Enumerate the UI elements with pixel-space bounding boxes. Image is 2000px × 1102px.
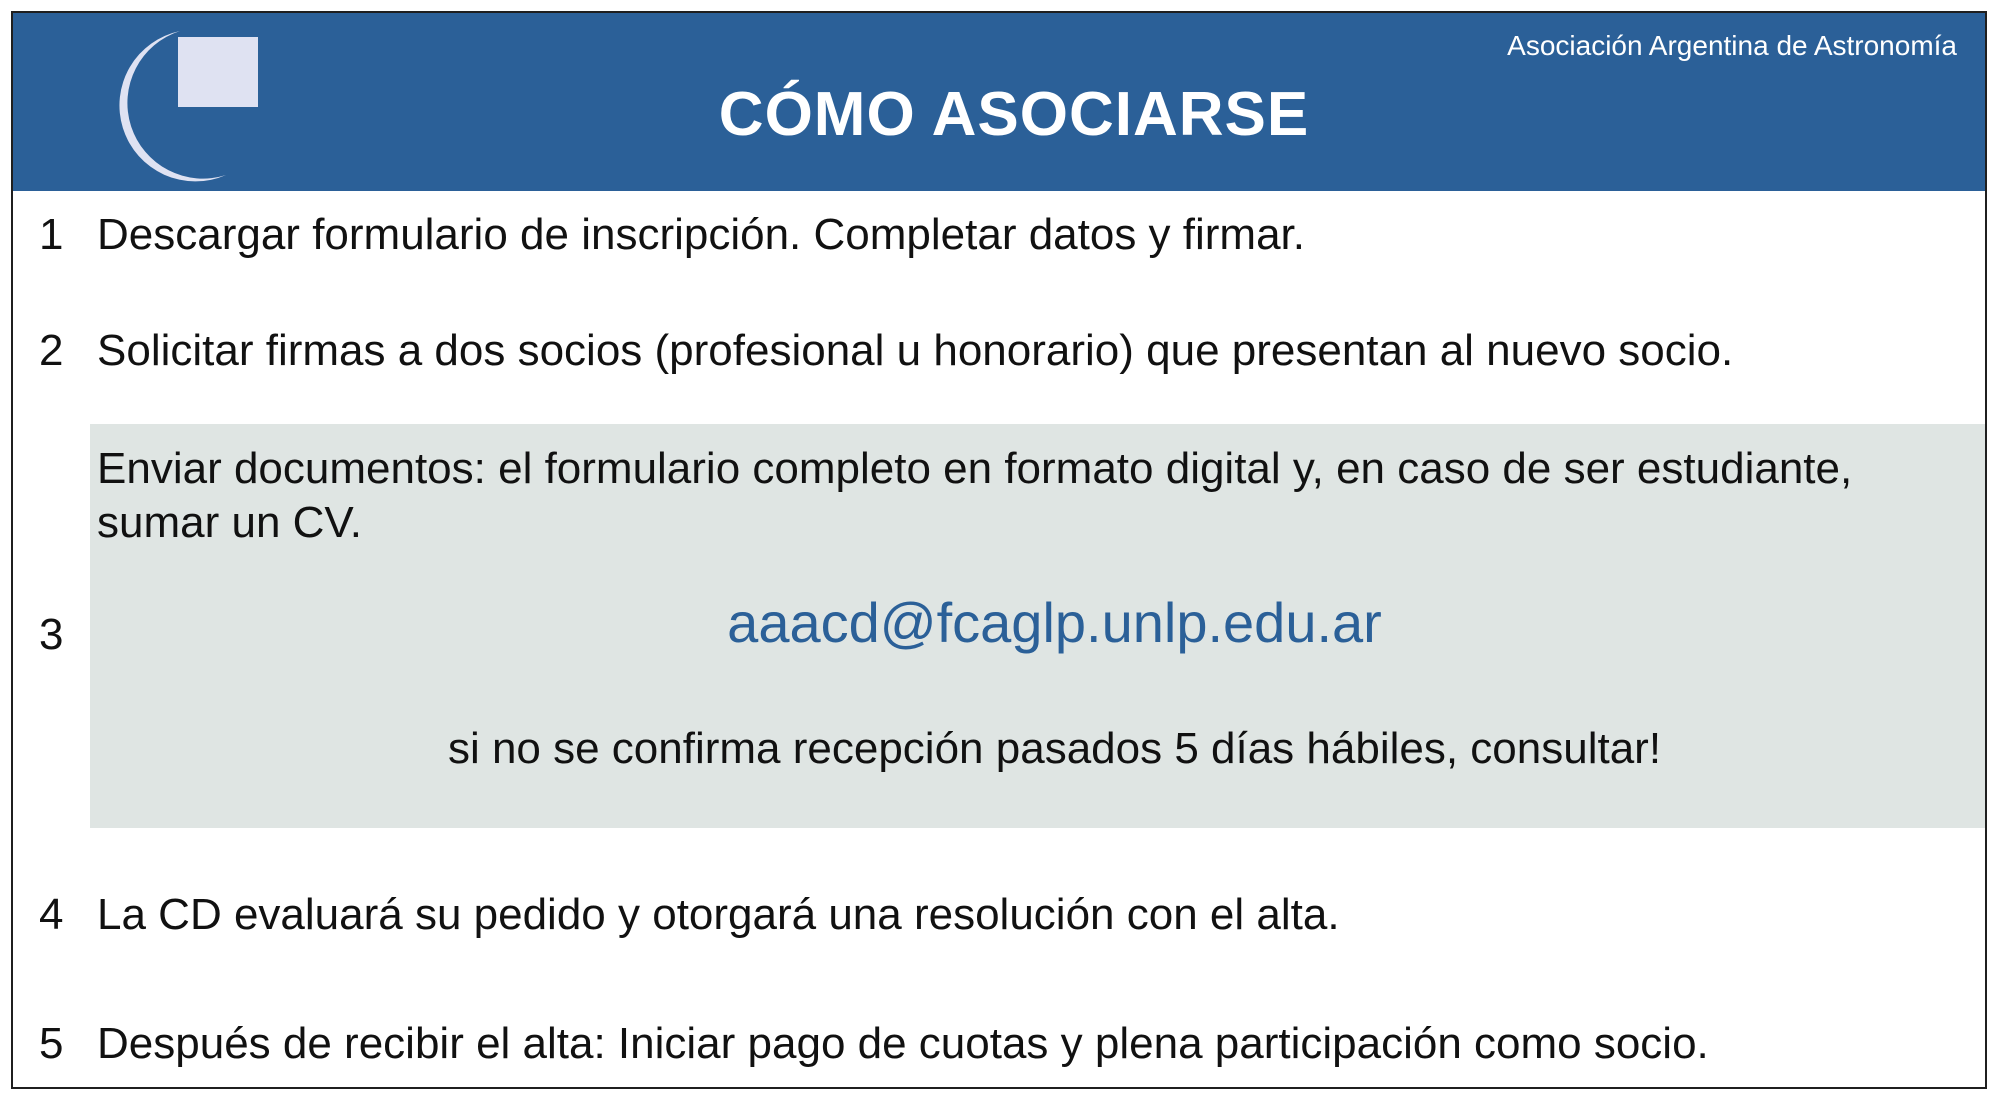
page-title: CÓMO ASOCIARSE bbox=[718, 80, 1310, 149]
step-text: La CD evaluará su pedido y otorgará una resolución con el alta. bbox=[97, 890, 1340, 939]
step-number: 2 bbox=[39, 326, 64, 375]
step-text: Después de recibir el alta: Iniciar pago de cuotas y plena participación como socio. bbox=[97, 1019, 1709, 1068]
organization-name: Asociación Argentina de Astronomía bbox=[1507, 30, 1957, 61]
step-number: 5 bbox=[39, 1019, 64, 1068]
step-number: 1 bbox=[39, 210, 64, 259]
step-text: Enviar documentos: el formulario completo en formato digital y, en caso de ser estudiante, sumar un CV. bbox=[97, 444, 1853, 547]
step-3-highlight-box bbox=[90, 424, 1985, 828]
step-text: Descargar formulario de inscripción. Completar datos y firmar. bbox=[97, 210, 1306, 259]
header-banner bbox=[13, 13, 1985, 191]
step-text: Solicitar firmas a dos socios (profesional u honorario) que presentan al nuevo socio. bbox=[97, 326, 1734, 375]
confirmation-note: si no se confirma recepción pasados 5 días hábiles, consultar! bbox=[447, 724, 1662, 773]
step-number: 4 bbox=[39, 890, 64, 939]
document-frame bbox=[11, 11, 1987, 1089]
step-number: 3 bbox=[39, 610, 64, 659]
contact-email-link[interactable]: aaacd@fcaglp.unlp.edu.ar bbox=[727, 591, 1382, 654]
